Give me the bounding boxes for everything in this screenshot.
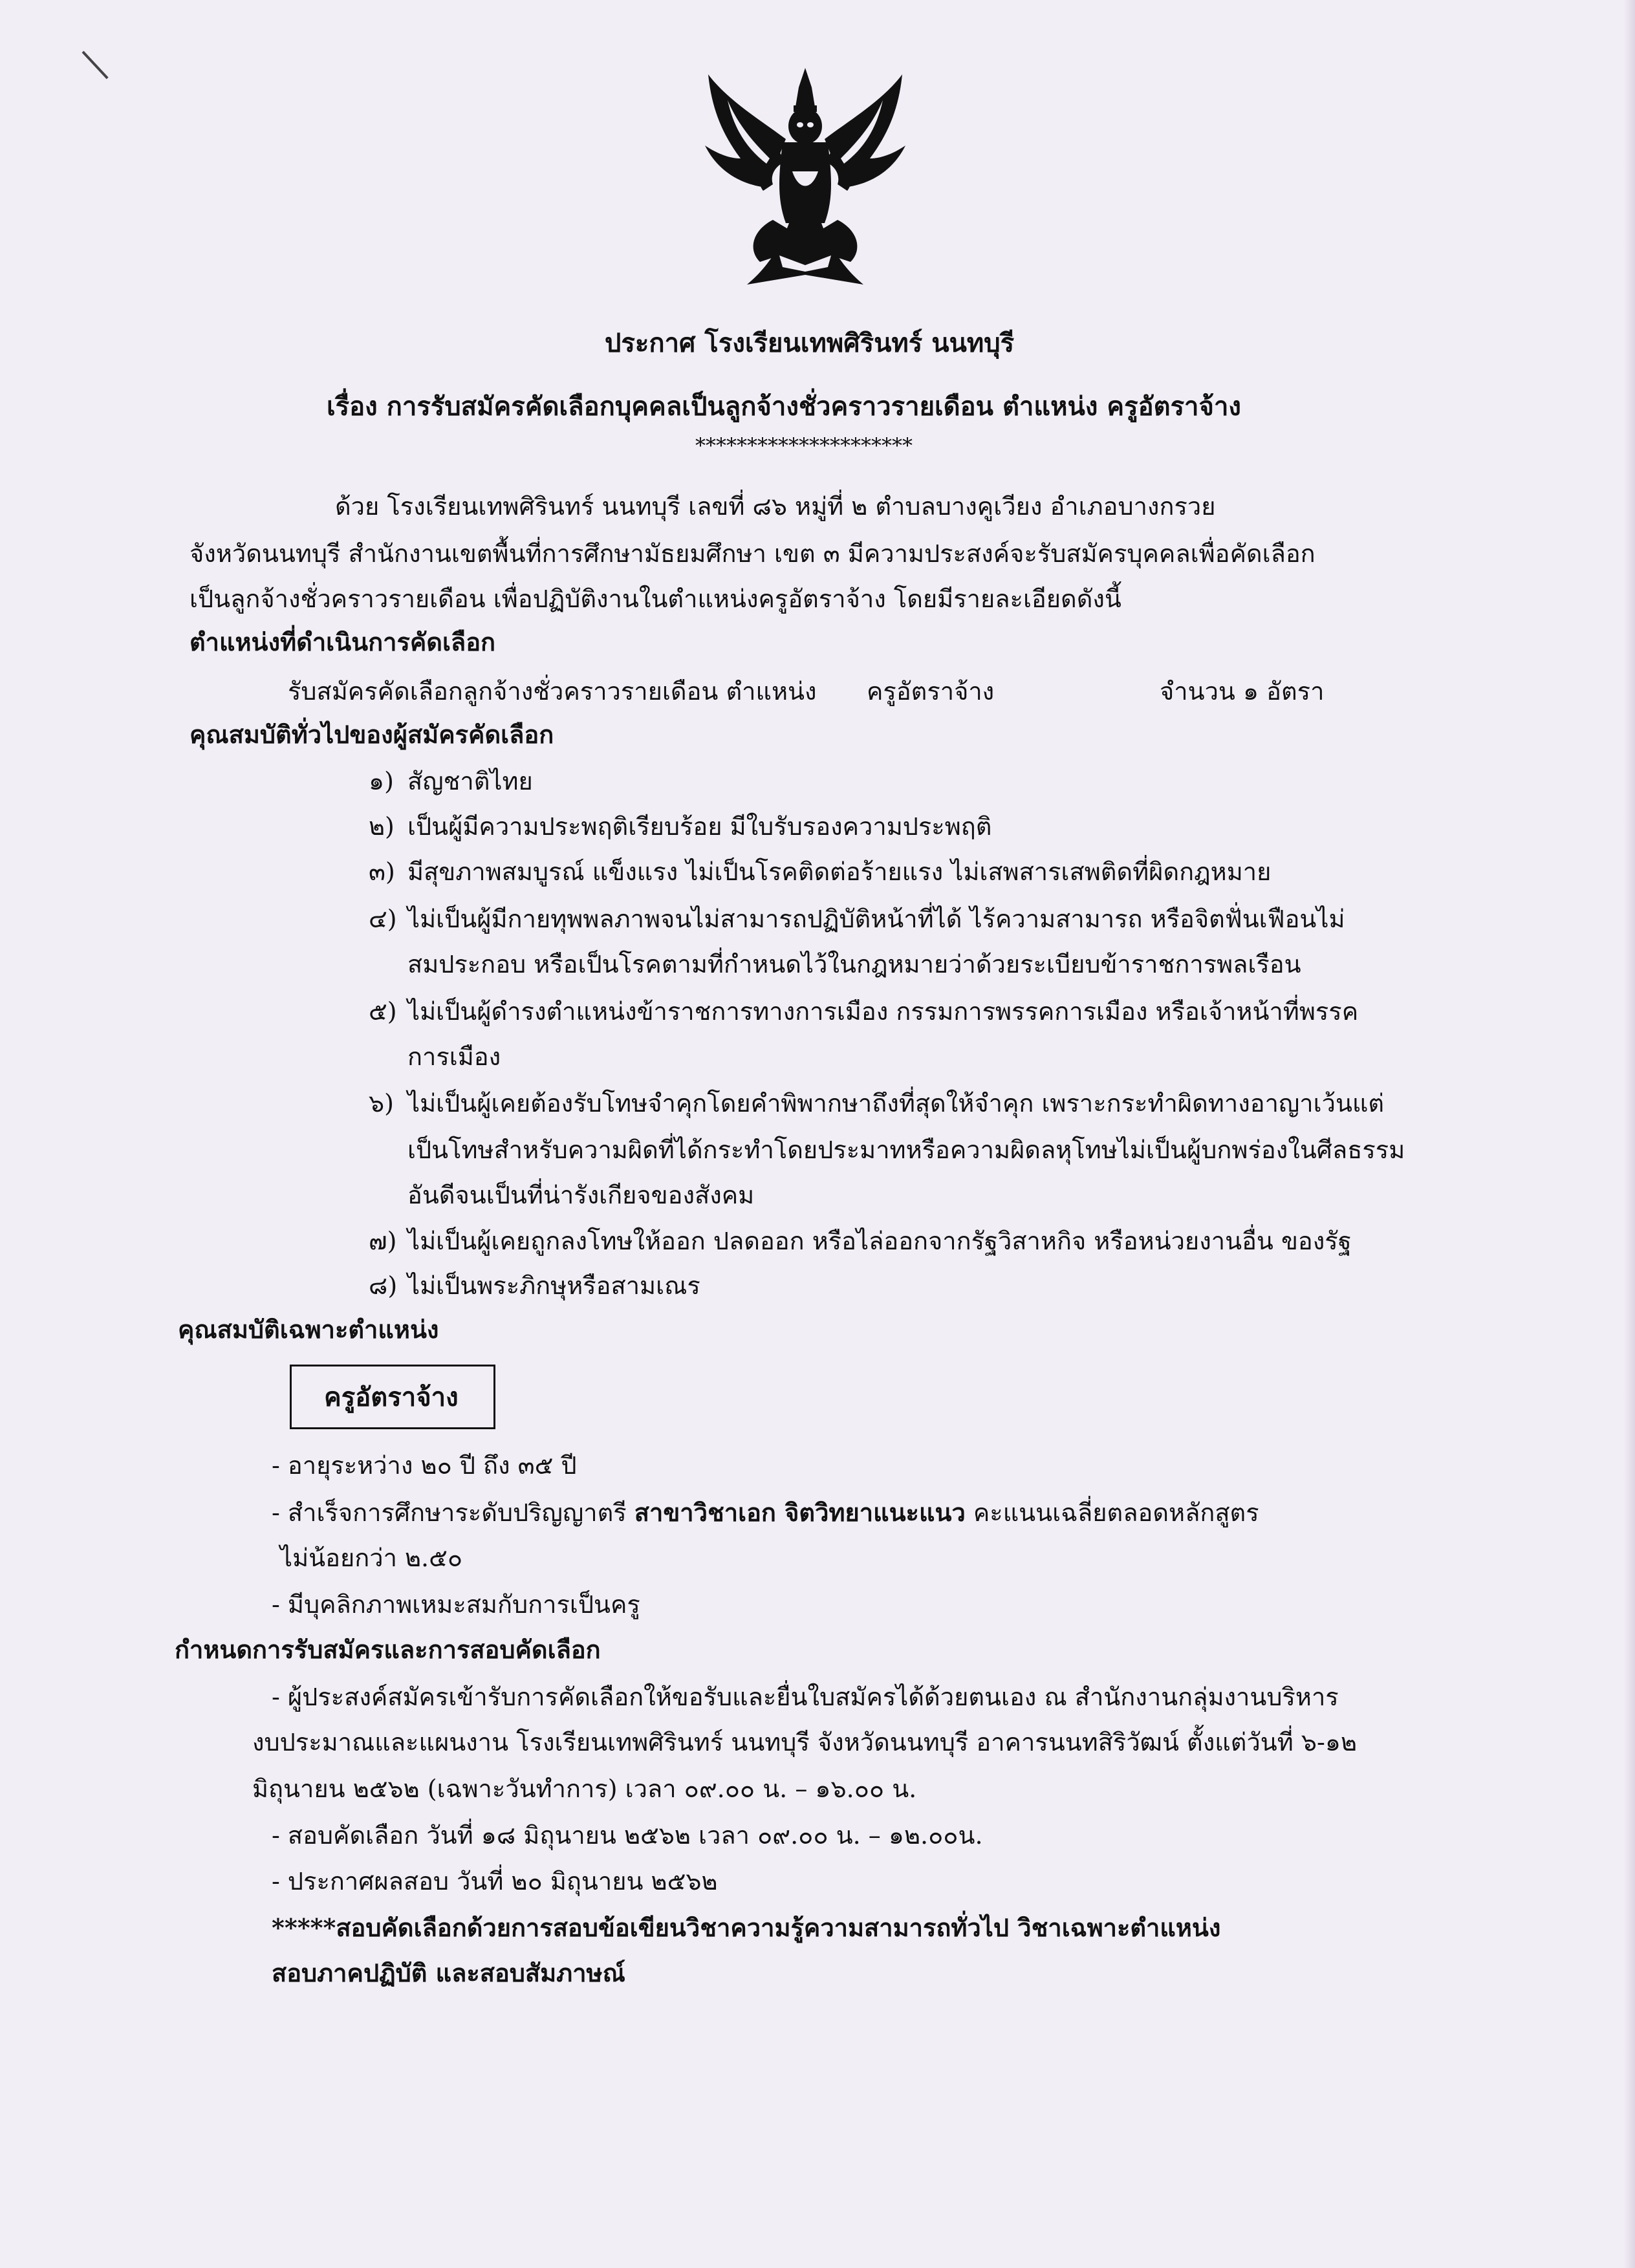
- schedule-line: มิถุนายน ๒๕๖๒ (เฉพาะวันทำการ) เวลา ๐๙.๐๐ น. – ๑๖.๐๐ น.: [252, 1775, 917, 1803]
- qualification-number: ๔): [369, 905, 397, 933]
- position-label: รับสมัครคัดเลือกลูกจ้างชั่วคราวรายเดือน ตำแหน่ง: [288, 677, 817, 706]
- specific-qualifications-heading: คุณสมบัติเฉพาะตำแหน่ง: [178, 1315, 439, 1344]
- qualification-text: ไม่เป็นผู้เคยต้องรับโทษจำคุกโดยคำพิพากษาถึงที่สุดให้จำคุก เพราะกระทำผิดทางอาญาเว้นแต่: [407, 1089, 1385, 1118]
- qualification-number: ๗): [369, 1227, 397, 1255]
- general-qualifications-heading: คุณสมบัติทั่วไปของผู้สมัครคัดเลือก: [189, 720, 554, 749]
- qualification-text: เป็นผู้มีความประพฤติเรียบร้อย มีใบรับรองความประพฤติ: [407, 812, 992, 841]
- qualification-number: ๓): [369, 858, 395, 886]
- education-requirement-prefix: - สำเร็จการศึกษาระดับปริญญาตรี: [272, 1498, 634, 1527]
- announcement-subject: เรื่อง การรับสมัครคัดเลือกบุคคลเป็นลูกจ้างชั่วคราวรายเดือน ตำแหน่ง ครูอัตราจ้าง: [327, 391, 1241, 422]
- position-count: จำนวน ๑ อัตรา: [1160, 677, 1325, 706]
- qualification-number: ๕): [369, 997, 397, 1026]
- intro-line-2: จังหวัดนนทบุรี สำนักงานเขตพื้นที่การศึกษามัธยมศึกษา เขต ๓ มีความประสงค์จะรับสมัครบุคคลเพื่อคัดเลือก: [189, 539, 1316, 568]
- title-divider: *********************: [695, 433, 913, 458]
- schedule-line: - ประกาศผลสอบ วันที่ ๒๐ มิถุนายน ๒๕๖๒: [272, 1867, 718, 1895]
- position-box-label: ครูอัตราจ้าง: [324, 1382, 459, 1412]
- qualification-text: ไม่เป็นพระภิกษุหรือสามเณร: [407, 1271, 700, 1300]
- intro-line-3: เป็นลูกจ้างชั่วคราวรายเดือน เพื่อปฏิบัติงานในตำแหน่งครูอัตราจ้าง โดยมีรายละเอียดดังนี้: [189, 585, 1121, 613]
- schedule-line: - ผู้ประสงค์สมัครเข้ารับการคัดเลือกให้ขอรับและยื่นใบสมัครได้ด้วยตนเอง ณ สำนักงานกลุ่มงานบริหาร: [272, 1683, 1339, 1711]
- personality-requirement: - มีบุคลิกภาพเหมะสมกับการเป็นครู: [272, 1590, 640, 1619]
- announcement-title: ประกาศ โรงเรียนเทพศิรินทร์ นนทบุรี: [605, 328, 1015, 358]
- qualification-number: ๒): [369, 812, 395, 841]
- qualification-number: ๖): [369, 1089, 394, 1118]
- qualification-text: ไม่เป็นผู้ดำรงตำแหน่งข้าราชการทางการเมือง กรรมการพรรคการเมือง หรือเจ้าหน้าที่พรรค: [407, 997, 1359, 1026]
- schedule-line: งบประมาณและแผนงาน โรงเรียนเทพศิรินทร์ นนทบุรี จังหวัดนนทบุรี อาคารนนทสิริวัฒน์ ตั้งแต่วันที่ ๖-๑๒: [252, 1728, 1358, 1756]
- major-requirement: สาขาวิชาเอก จิตวิทยาแนะแนว: [634, 1498, 966, 1527]
- position-heading: ตำแหน่งที่ดำเนินการคัดเลือก: [189, 627, 496, 656]
- intro-line-1: ด้วย โรงเรียนเทพศิรินทร์ นนทบุรี เลขที่ ๘๖ หมู่ที่ ๒ ตำบลบางคูเวียง อำเภอบางกรวย: [335, 492, 1216, 521]
- qualification-text: ไม่เป็นผู้เคยถูกลงโทษให้ออก ปลดออก หรือไล่ออกจากรัฐวิสาหกิจ หรือหน่วยงานอื่น ของรัฐ: [407, 1227, 1352, 1255]
- schedule-line: - สอบคัดเลือก วันที่ ๑๘ มิถุนายน ๒๕๖๒ เวลา ๐๙.๐๐ น. – ๑๒.๐๐น.: [272, 1821, 983, 1850]
- qualification-text: การเมือง: [407, 1042, 501, 1071]
- qualification-text: เป็นโทษสำหรับความผิดที่ได้กระทำโดยประมาทหรือความผิดลหุโทษไม่เป็นผู้บกพร่องในศีลธรรม: [407, 1136, 1405, 1164]
- gpa-requirement: ไม่น้อยกว่า ๒.๕๐: [280, 1544, 463, 1572]
- scan-scratch-mark: [82, 51, 109, 80]
- qualification-number: ๘): [369, 1271, 398, 1300]
- education-requirement: [272, 1496, 1259, 1529]
- qualification-number: ๑): [369, 767, 394, 795]
- page-edge: [1623, 0, 1635, 2268]
- garuda-emblem-icon: [682, 61, 928, 294]
- age-requirement: - อายุระหว่าง ๒๐ ปี ถึง ๓๕ ปี: [272, 1451, 577, 1480]
- qualification-text: ไม่เป็นผู้มีกายทุพพลภาพจนไม่สามารถปฏิบัติหน้าที่ได้ ไร้ความสามารถ หรือจิตฟั่นเฟือนไม่: [407, 905, 1345, 933]
- exam-note: *****สอบคัดเลือกด้วยการสอบข้อเขียนวิชาความรู้ความสามารถทั่วไป วิชาเฉพาะตำแหน่ง: [272, 1913, 1221, 1942]
- position-box: [290, 1365, 495, 1429]
- qualification-text: สัญชาติไทย: [407, 767, 533, 795]
- qualification-text: อันดีจนเป็นที่น่ารังเกียจของสังคม: [407, 1181, 755, 1209]
- schedule-heading: กำหนดการรับสมัครและการสอบคัดเลือก: [175, 1635, 601, 1664]
- exam-note: สอบภาคปฏิบัติ และสอบสัมภาษณ์: [272, 1958, 625, 1987]
- qualification-text: สมประกอบ หรือเป็นโรคตามที่กำหนดไว้ในกฎหมายว่าด้วยระเบียบข้าราชการพลเรือน: [407, 950, 1301, 978]
- position-name: ครูอัตราจ้าง: [867, 677, 995, 706]
- education-requirement-suffix: คะแนนเฉลี่ยตลอดหลักสูตร: [965, 1498, 1259, 1527]
- qualification-text: มีสุขภาพสมบูรณ์ แข็งแรง ไม่เป็นโรคติดต่อร้ายแรง ไม่เสพสารเสพติดที่ผิดกฎหมาย: [407, 858, 1272, 886]
